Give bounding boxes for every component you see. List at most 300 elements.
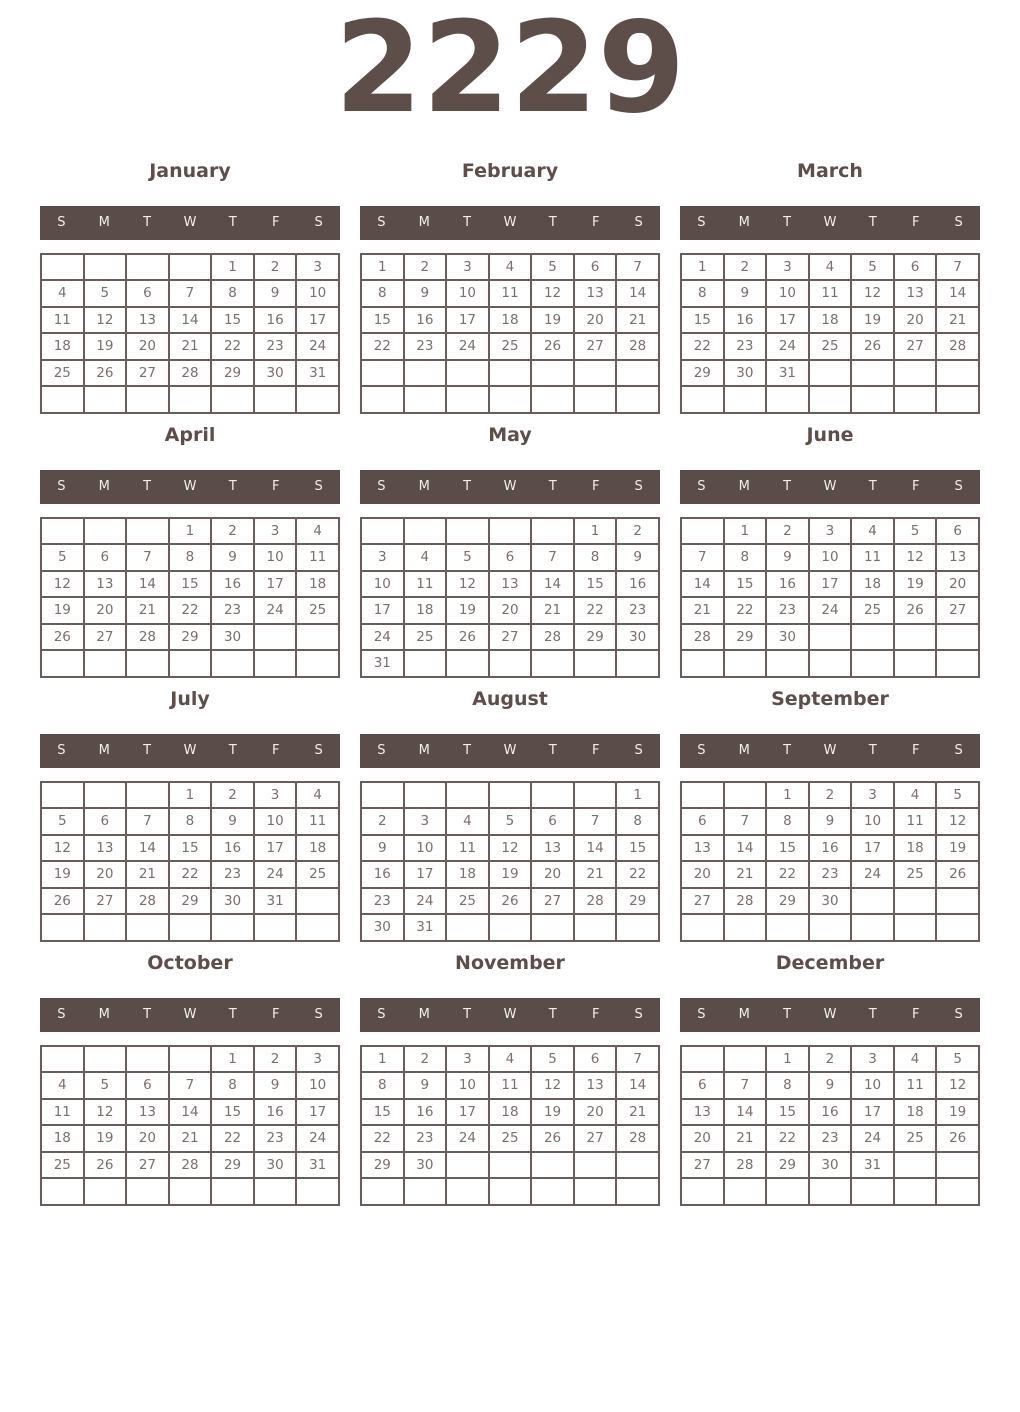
empty-day-cell — [894, 624, 937, 651]
week-row — [361, 518, 659, 545]
day-cell: 25 — [489, 333, 532, 360]
weekday-header — [680, 470, 980, 504]
day-cell: 11 — [894, 808, 937, 835]
day-cell: 22 — [169, 861, 212, 888]
day-cell: 30 — [724, 360, 767, 387]
day-cell: 1 — [766, 782, 809, 809]
day-cell: 31 — [404, 914, 447, 941]
day-cell: 18 — [894, 1099, 937, 1126]
empty-day-cell — [894, 386, 937, 413]
month-grid — [680, 517, 980, 678]
empty-day-cell — [809, 914, 852, 941]
week-row — [41, 1072, 339, 1099]
weekday-label: M — [98, 215, 110, 231]
month-july — [40, 688, 340, 942]
weekday-label: M — [98, 743, 110, 759]
day-cell: 1 — [361, 1046, 404, 1073]
weekday-label: F — [271, 479, 280, 495]
weekday-label: T — [228, 215, 237, 231]
weekday-label: S — [697, 479, 706, 495]
day-cell: 16 — [211, 835, 254, 862]
day-cell: 2 — [211, 782, 254, 809]
week-row — [681, 1178, 979, 1205]
day-cell: 26 — [41, 888, 84, 915]
day-cell: 3 — [766, 254, 809, 281]
weekday-label: S — [57, 743, 66, 759]
day-cell: 8 — [681, 280, 724, 307]
empty-day-cell — [489, 782, 532, 809]
empty-day-cell — [809, 1178, 852, 1205]
day-cell: 2 — [254, 1046, 297, 1073]
day-cell: 16 — [616, 571, 659, 598]
empty-day-cell — [936, 386, 979, 413]
day-cell: 16 — [211, 571, 254, 598]
empty-day-cell — [724, 1046, 767, 1073]
empty-day-cell — [766, 914, 809, 941]
empty-day-cell — [809, 650, 852, 677]
day-cell: 5 — [41, 544, 84, 571]
day-cell: 29 — [724, 624, 767, 651]
day-cell: 26 — [41, 624, 84, 651]
weekday-label: T — [463, 215, 472, 231]
empty-day-cell — [41, 914, 84, 941]
day-cell: 23 — [724, 333, 767, 360]
day-cell: 12 — [489, 835, 532, 862]
day-cell: 20 — [489, 597, 532, 624]
day-cell: 27 — [531, 888, 574, 915]
weekday-label: F — [271, 743, 280, 759]
day-cell: 1 — [616, 782, 659, 809]
day-cell: 23 — [361, 888, 404, 915]
day-cell: 6 — [531, 808, 574, 835]
day-cell: 31 — [296, 360, 339, 387]
day-cell: 19 — [489, 861, 532, 888]
month-grid — [680, 253, 980, 414]
week-row — [681, 1125, 979, 1152]
weekday-label: W — [823, 1007, 837, 1023]
weekday-header — [360, 470, 660, 504]
week-row — [361, 782, 659, 809]
week-row — [361, 1152, 659, 1179]
weekday-label: M — [738, 215, 750, 231]
day-cell: 9 — [404, 1072, 447, 1099]
week-row — [361, 386, 659, 413]
month-title: July — [170, 687, 210, 710]
empty-day-cell — [84, 1046, 127, 1073]
months-grid — [0, 160, 1020, 1206]
day-cell: 13 — [574, 280, 617, 307]
empty-day-cell — [41, 518, 84, 545]
day-cell: 31 — [851, 1152, 894, 1179]
day-cell: 22 — [616, 861, 659, 888]
day-cell: 8 — [766, 1072, 809, 1099]
weekday-header — [40, 206, 340, 240]
empty-day-cell — [574, 782, 617, 809]
empty-day-cell — [211, 650, 254, 677]
week-row — [361, 597, 659, 624]
day-cell: 27 — [894, 333, 937, 360]
weekday-label: M — [738, 479, 750, 495]
day-cell: 10 — [851, 1072, 894, 1099]
day-cell: 8 — [361, 1072, 404, 1099]
day-cell: 14 — [724, 1099, 767, 1126]
day-cell: 14 — [936, 280, 979, 307]
day-cell: 26 — [531, 333, 574, 360]
month-april — [40, 424, 340, 678]
day-cell: 29 — [766, 888, 809, 915]
day-cell: 2 — [211, 518, 254, 545]
empty-day-cell — [84, 1178, 127, 1205]
day-cell: 13 — [936, 544, 979, 571]
week-row — [41, 861, 339, 888]
day-cell: 10 — [361, 571, 404, 598]
day-cell: 5 — [489, 808, 532, 835]
day-cell: 24 — [254, 861, 297, 888]
day-cell: 19 — [84, 333, 127, 360]
day-cell: 21 — [724, 861, 767, 888]
day-cell: 21 — [616, 1099, 659, 1126]
week-row — [41, 782, 339, 809]
month-may — [360, 424, 660, 678]
day-cell: 16 — [254, 1099, 297, 1126]
week-row — [361, 1178, 659, 1205]
day-cell: 18 — [851, 571, 894, 598]
day-cell: 5 — [936, 1046, 979, 1073]
week-row — [681, 254, 979, 281]
day-cell: 15 — [169, 571, 212, 598]
day-cell: 7 — [724, 808, 767, 835]
weekday-label: S — [57, 215, 66, 231]
weekday-label: T — [868, 215, 877, 231]
day-cell: 23 — [766, 597, 809, 624]
day-cell: 31 — [766, 360, 809, 387]
day-cell: 27 — [126, 1152, 169, 1179]
empty-day-cell — [894, 888, 937, 915]
day-cell: 12 — [446, 571, 489, 598]
day-cell: 18 — [894, 835, 937, 862]
empty-day-cell — [254, 386, 297, 413]
week-row — [361, 544, 659, 571]
day-cell: 29 — [766, 1152, 809, 1179]
empty-day-cell — [489, 386, 532, 413]
empty-day-cell — [126, 914, 169, 941]
day-cell: 26 — [936, 1125, 979, 1152]
weekday-label: W — [823, 743, 837, 759]
week-row — [361, 360, 659, 387]
day-cell: 2 — [254, 254, 297, 281]
empty-day-cell — [531, 386, 574, 413]
day-cell: 18 — [41, 333, 84, 360]
day-cell: 24 — [446, 333, 489, 360]
empty-day-cell — [169, 254, 212, 281]
day-cell: 19 — [936, 835, 979, 862]
day-cell: 1 — [361, 254, 404, 281]
day-cell: 28 — [724, 1152, 767, 1179]
weekday-label: W — [823, 479, 837, 495]
day-cell: 28 — [681, 624, 724, 651]
day-cell: 10 — [254, 808, 297, 835]
weekday-label: F — [911, 743, 920, 759]
day-cell: 11 — [489, 1072, 532, 1099]
day-cell: 27 — [681, 888, 724, 915]
week-row — [41, 333, 339, 360]
day-cell: 23 — [404, 333, 447, 360]
empty-day-cell — [126, 1178, 169, 1205]
day-cell: 5 — [84, 1072, 127, 1099]
empty-day-cell — [84, 254, 127, 281]
week-row — [41, 1099, 339, 1126]
day-cell: 14 — [531, 571, 574, 598]
day-cell: 31 — [296, 1152, 339, 1179]
weekday-label: T — [143, 743, 152, 759]
week-row — [361, 254, 659, 281]
empty-day-cell — [531, 782, 574, 809]
day-cell: 26 — [84, 1152, 127, 1179]
day-cell: 19 — [936, 1099, 979, 1126]
empty-day-cell — [169, 386, 212, 413]
month-title: November — [455, 951, 565, 974]
day-cell: 3 — [446, 1046, 489, 1073]
empty-day-cell — [84, 782, 127, 809]
day-cell: 11 — [41, 1099, 84, 1126]
weekday-label: F — [911, 479, 920, 495]
day-cell: 13 — [894, 280, 937, 307]
day-cell: 3 — [851, 782, 894, 809]
weekday-header — [680, 206, 980, 240]
week-row — [41, 280, 339, 307]
week-row — [41, 254, 339, 281]
day-cell: 2 — [724, 254, 767, 281]
day-cell: 20 — [84, 861, 127, 888]
empty-day-cell — [446, 360, 489, 387]
day-cell: 22 — [361, 333, 404, 360]
month-title: August — [472, 687, 548, 710]
weekday-label: M — [98, 479, 110, 495]
day-cell: 18 — [809, 307, 852, 334]
day-cell: 22 — [766, 1125, 809, 1152]
day-cell: 12 — [851, 280, 894, 307]
day-cell: 2 — [361, 808, 404, 835]
day-cell: 11 — [446, 835, 489, 862]
day-cell: 15 — [211, 307, 254, 334]
day-cell: 3 — [254, 782, 297, 809]
weekday-label: T — [783, 479, 792, 495]
weekday-label: S — [634, 743, 643, 759]
day-cell: 23 — [809, 1125, 852, 1152]
weekday-label: W — [503, 479, 517, 495]
empty-day-cell — [809, 386, 852, 413]
day-cell: 18 — [446, 861, 489, 888]
month-grid — [40, 781, 340, 942]
empty-day-cell — [446, 914, 489, 941]
weekday-label: W — [503, 743, 517, 759]
day-cell: 16 — [404, 307, 447, 334]
day-cell: 17 — [446, 307, 489, 334]
weekday-header — [40, 998, 340, 1032]
day-cell: 4 — [851, 518, 894, 545]
day-cell: 25 — [809, 333, 852, 360]
empty-day-cell — [574, 650, 617, 677]
empty-day-cell — [809, 360, 852, 387]
empty-day-cell — [41, 1046, 84, 1073]
day-cell: 11 — [404, 571, 447, 598]
month-grid — [680, 1045, 980, 1206]
week-row — [41, 1178, 339, 1205]
month-october — [40, 952, 340, 1206]
day-cell: 30 — [616, 624, 659, 651]
day-cell: 31 — [254, 888, 297, 915]
day-cell: 20 — [84, 597, 127, 624]
weekday-label: F — [591, 215, 600, 231]
day-cell: 9 — [766, 544, 809, 571]
empty-day-cell — [851, 624, 894, 651]
day-cell: 27 — [681, 1152, 724, 1179]
day-cell: 19 — [531, 307, 574, 334]
month-march — [680, 160, 980, 414]
day-cell: 17 — [851, 835, 894, 862]
month-title: May — [488, 423, 532, 446]
day-cell: 5 — [41, 808, 84, 835]
day-cell: 3 — [404, 808, 447, 835]
empty-day-cell — [489, 1152, 532, 1179]
empty-day-cell — [894, 1178, 937, 1205]
empty-day-cell — [211, 1178, 254, 1205]
weekday-label: S — [697, 743, 706, 759]
day-cell: 11 — [41, 307, 84, 334]
empty-day-cell — [169, 1178, 212, 1205]
day-cell: 28 — [169, 1152, 212, 1179]
month-title: December — [775, 951, 885, 974]
day-cell: 27 — [489, 624, 532, 651]
empty-day-cell — [404, 1178, 447, 1205]
day-cell: 16 — [361, 861, 404, 888]
weekday-label: W — [183, 479, 197, 495]
day-cell: 10 — [296, 1072, 339, 1099]
day-cell: 10 — [766, 280, 809, 307]
day-cell: 16 — [766, 571, 809, 598]
week-row — [361, 333, 659, 360]
day-cell: 14 — [169, 1099, 212, 1126]
day-cell: 27 — [574, 333, 617, 360]
day-cell: 21 — [169, 333, 212, 360]
day-cell: 7 — [169, 1072, 212, 1099]
day-cell: 12 — [936, 1072, 979, 1099]
empty-day-cell — [126, 650, 169, 677]
empty-day-cell — [574, 914, 617, 941]
week-row — [681, 888, 979, 915]
weekday-label: W — [503, 1007, 517, 1023]
weekday-label: F — [911, 215, 920, 231]
weekday-label: S — [634, 215, 643, 231]
day-cell: 4 — [446, 808, 489, 835]
day-cell: 15 — [681, 307, 724, 334]
weekday-label: T — [783, 743, 792, 759]
empty-day-cell — [296, 888, 339, 915]
day-cell: 26 — [531, 1125, 574, 1152]
weekday-label: S — [57, 1007, 66, 1023]
empty-day-cell — [41, 782, 84, 809]
day-cell: 9 — [211, 544, 254, 571]
weekday-label: S — [377, 1007, 386, 1023]
day-cell: 14 — [681, 571, 724, 598]
month-december — [680, 952, 980, 1206]
month-title: June — [806, 423, 854, 446]
day-cell: 7 — [531, 544, 574, 571]
day-cell: 14 — [724, 835, 767, 862]
month-title: September — [771, 687, 889, 710]
weekday-label: F — [591, 479, 600, 495]
day-cell: 12 — [84, 307, 127, 334]
empty-day-cell — [809, 624, 852, 651]
day-cell: 28 — [574, 888, 617, 915]
day-cell: 22 — [724, 597, 767, 624]
day-cell: 25 — [41, 1152, 84, 1179]
week-row — [681, 861, 979, 888]
day-cell: 23 — [211, 597, 254, 624]
day-cell: 25 — [489, 1125, 532, 1152]
week-row — [41, 1125, 339, 1152]
day-cell: 11 — [296, 808, 339, 835]
empty-day-cell — [84, 518, 127, 545]
day-cell: 28 — [126, 624, 169, 651]
empty-day-cell — [126, 1046, 169, 1073]
day-cell: 4 — [894, 782, 937, 809]
day-cell: 4 — [489, 1046, 532, 1073]
day-cell: 10 — [809, 544, 852, 571]
empty-day-cell — [851, 650, 894, 677]
day-cell: 24 — [809, 597, 852, 624]
day-cell: 4 — [296, 518, 339, 545]
day-cell: 21 — [126, 597, 169, 624]
day-cell: 13 — [531, 835, 574, 862]
day-cell: 24 — [851, 861, 894, 888]
day-cell: 7 — [169, 280, 212, 307]
day-cell: 30 — [361, 914, 404, 941]
weekday-header — [680, 998, 980, 1032]
day-cell: 18 — [489, 307, 532, 334]
empty-day-cell — [446, 1178, 489, 1205]
empty-day-cell — [724, 386, 767, 413]
week-row — [681, 307, 979, 334]
weekday-label: W — [183, 215, 197, 231]
day-cell: 11 — [894, 1072, 937, 1099]
day-cell: 9 — [616, 544, 659, 571]
week-row — [681, 624, 979, 651]
empty-day-cell — [296, 914, 339, 941]
day-cell: 7 — [616, 254, 659, 281]
empty-day-cell — [681, 914, 724, 941]
day-cell: 10 — [254, 544, 297, 571]
day-cell: 18 — [296, 835, 339, 862]
week-row — [681, 571, 979, 598]
day-cell: 9 — [254, 1072, 297, 1099]
day-cell: 6 — [574, 1046, 617, 1073]
week-row — [361, 914, 659, 941]
month-june — [680, 424, 980, 678]
day-cell: 18 — [489, 1099, 532, 1126]
day-cell: 22 — [211, 333, 254, 360]
week-row — [681, 597, 979, 624]
month-grid — [360, 781, 660, 942]
day-cell: 17 — [296, 1099, 339, 1126]
empty-day-cell — [936, 624, 979, 651]
empty-day-cell — [169, 914, 212, 941]
week-row — [41, 808, 339, 835]
day-cell: 25 — [894, 1125, 937, 1152]
week-row — [681, 914, 979, 941]
day-cell: 14 — [616, 280, 659, 307]
day-cell: 13 — [126, 307, 169, 334]
